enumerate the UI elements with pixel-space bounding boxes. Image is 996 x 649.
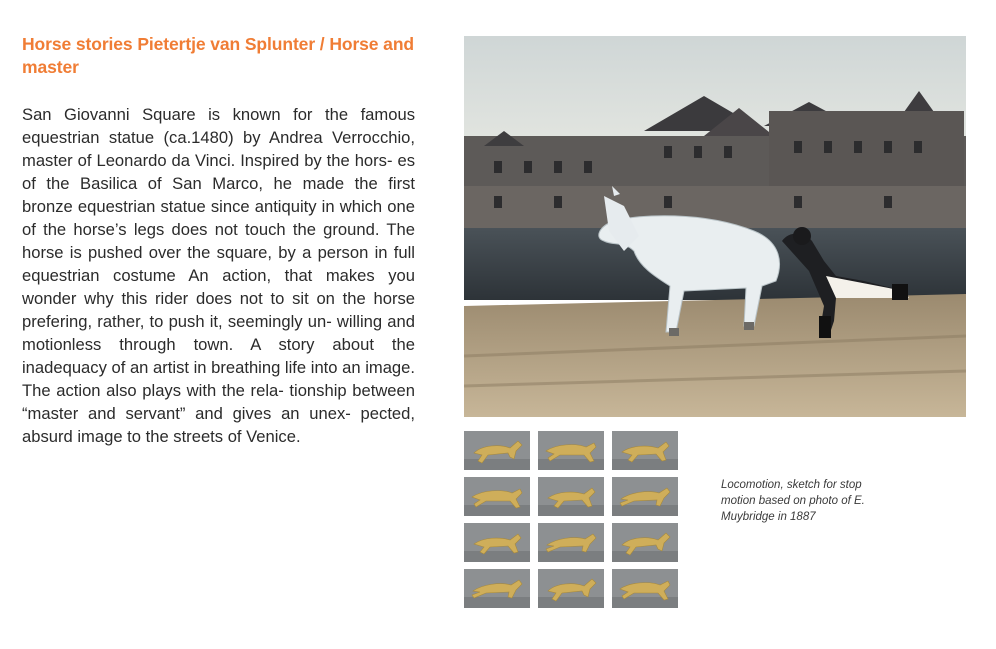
locomotion-frame bbox=[612, 523, 678, 562]
galloping-horse-icon bbox=[464, 477, 530, 516]
galloping-horse-icon bbox=[464, 431, 530, 470]
locomotion-frame bbox=[612, 431, 678, 470]
horse-photo-image bbox=[464, 36, 966, 417]
galloping-horse-icon bbox=[538, 569, 604, 608]
locomotion-frame bbox=[538, 569, 604, 608]
galloping-horse-icon bbox=[612, 477, 678, 516]
galloping-horse-icon bbox=[464, 569, 530, 608]
article-body: San Giovanni Square is known for the famous equestrian statue (ca.1480) by Andrea Verrocchio, master of Leonardo da Vinci. Inspired by the hors- es of the Basilica of San Marco, he made the first bronze equestrian statue since antiquity in which one of the horse’s legs does not touch the ground. The horse is pushed over the square, by a person in full equestrian costume An action, that makes you wonder why this rider does not to sit on the horse prefering, rather, to push it, seemingly un- willing and motionless through town. A story about the inadequacy of an artist in breathing life into an image. The action also plays with the rela- tionship between “master and servant” and gives an unex- pected, absurd image to the streets of Venice. bbox=[22, 105, 415, 446]
locomotion-frame-grid bbox=[464, 431, 678, 611]
locomotion-frame bbox=[464, 431, 530, 470]
locomotion-frame bbox=[612, 477, 678, 516]
galloping-horse-icon bbox=[464, 523, 530, 562]
locomotion-frame bbox=[538, 523, 604, 562]
galloping-horse-icon bbox=[612, 431, 678, 470]
horse-and-rider-photo bbox=[464, 36, 966, 417]
article-title: Horse stories Pietertje van Splunter / Horse and master bbox=[22, 34, 414, 77]
galloping-horse-icon bbox=[612, 523, 678, 562]
locomotion-frame bbox=[538, 477, 604, 516]
locomotion-frame bbox=[464, 569, 530, 608]
galloping-horse-icon bbox=[538, 431, 604, 470]
galloping-horse-icon bbox=[612, 569, 678, 608]
locomotion-frame bbox=[538, 431, 604, 470]
galloping-horse-icon bbox=[538, 477, 604, 516]
locomotion-frame bbox=[612, 569, 678, 608]
locomotion-frame bbox=[464, 477, 530, 516]
locomotion-frame bbox=[464, 523, 530, 562]
galloping-horse-icon bbox=[538, 523, 604, 562]
locomotion-caption: Locomotion, sketch for stop motion based on photo of E. Muybridge in 1887 bbox=[721, 479, 865, 523]
